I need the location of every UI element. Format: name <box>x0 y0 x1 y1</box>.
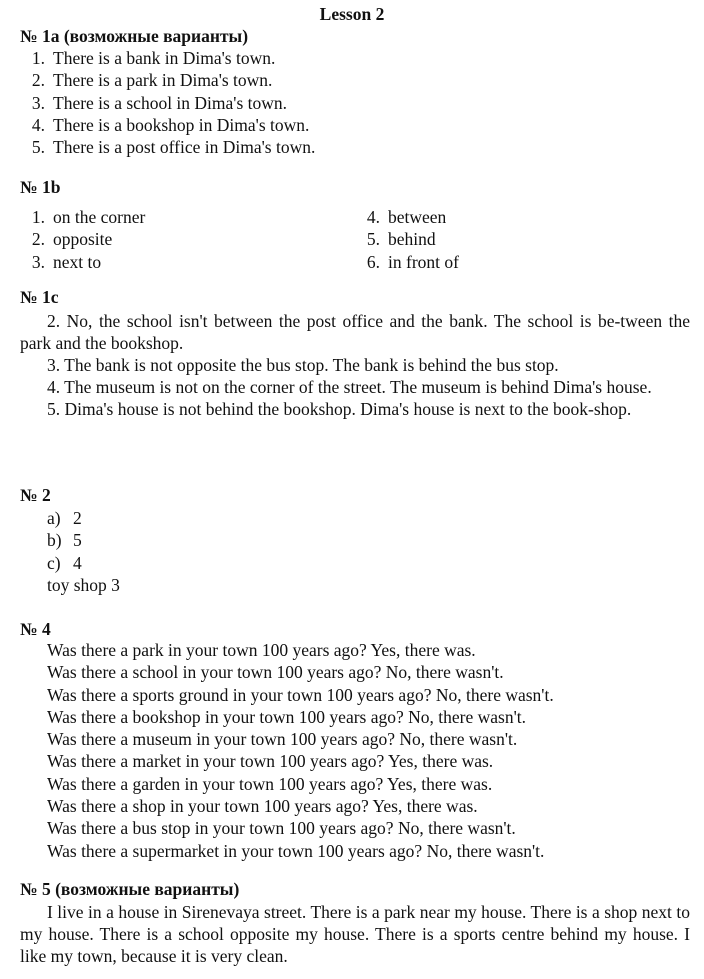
paragraph: 2. No, the school isn't between the post office and the bank. The school is be-tween the park and the bookshop. <box>20 311 690 353</box>
list-item: Was there a sports ground in your town 100 years ago? No, there wasn't. <box>47 684 554 705</box>
list-item: Was there a shop in your town 100 years ago? Yes, there was. <box>47 796 478 817</box>
exercise-1b-right-list <box>352 206 459 273</box>
paragraph: 5. Dima's house is not behind the bookshop. Dima's house is next to the book-shop. <box>47 399 632 419</box>
list-item: Was there a bookshop in your town 100 years ago? No, there wasn't. <box>47 706 526 727</box>
exercise-2-list <box>47 507 120 596</box>
list-item: Was there a supermarket in your town 100 years ago? No, there wasn't. <box>47 840 545 861</box>
list-item: 6. in front of <box>366 251 459 272</box>
list-item: b) 5 <box>47 530 82 551</box>
exercise-1c-heading: № 1c <box>20 287 59 307</box>
exercise-5-text <box>20 901 690 967</box>
exercise-1c-text <box>20 310 690 420</box>
list-item: Was there a museum in your town 100 years ago? No, there wasn't. <box>47 729 518 750</box>
paragraph: I live in a house in Sirenevaya street. There is a park near my house. There is a shop next to my house. There is a school opposite my house. There is a sports centre behind my house. I like my town, because it is very clean. <box>20 902 690 966</box>
list-item: c) 4 <box>47 552 82 573</box>
exercise-2-heading: № 2 <box>20 485 51 505</box>
exercise-1b-heading: № 1b <box>20 177 61 197</box>
list-item: Was there a bus stop in your town 100 years ago? No, there wasn't. <box>47 818 516 839</box>
exercise-4-heading: № 4 <box>20 619 51 639</box>
paragraph: 4. The museum is not on the corner of the street. The museum is behind Dima's house. <box>47 377 652 397</box>
list-item: Was there a market in your town 100 years ago? Yes, there was. <box>47 751 494 772</box>
exercise-5-heading: № 5 (возможные варианты) <box>20 879 240 899</box>
paragraph: 3. The bank is not opposite the bus stop. The bank is behind the bus stop. <box>47 355 559 375</box>
exercise-1a-list <box>17 47 315 158</box>
list-item: 2. There is a park in Dima's town. <box>31 70 273 91</box>
list-item: 5. There is a post office in Dima's town. <box>31 137 316 158</box>
list-item: 4. between <box>366 207 447 227</box>
list-item: 1. on the corner <box>31 207 146 227</box>
list-item: 3. There is a school in Dima's town. <box>31 92 288 113</box>
list-item: 2. opposite <box>31 229 113 250</box>
list-item: 1. There is a bank in Dima's town. <box>31 48 276 68</box>
list-item: 3. next to <box>31 251 102 272</box>
list-item: 4. There is a bookshop in Dima's town. <box>31 114 310 135</box>
list-item: toy shop 3 <box>47 574 120 595</box>
list-item: Was there a school in your town 100 years ago? No, there wasn't. <box>47 662 504 683</box>
list-item: a) 2 <box>47 508 82 528</box>
exercise-4-list <box>47 639 554 862</box>
list-item: Was there a garden in your town 100 years ago? Yes, there was. <box>47 773 493 794</box>
list-item: Was there a park in your town 100 years ago? Yes, there was. <box>47 640 476 660</box>
list-item: 5. behind <box>366 229 436 250</box>
exercise-1b-left-list <box>17 206 145 273</box>
page-title: Lesson 2 <box>319 4 385 24</box>
exercise-1a-heading: № 1a (возможные варианты) <box>20 26 249 46</box>
